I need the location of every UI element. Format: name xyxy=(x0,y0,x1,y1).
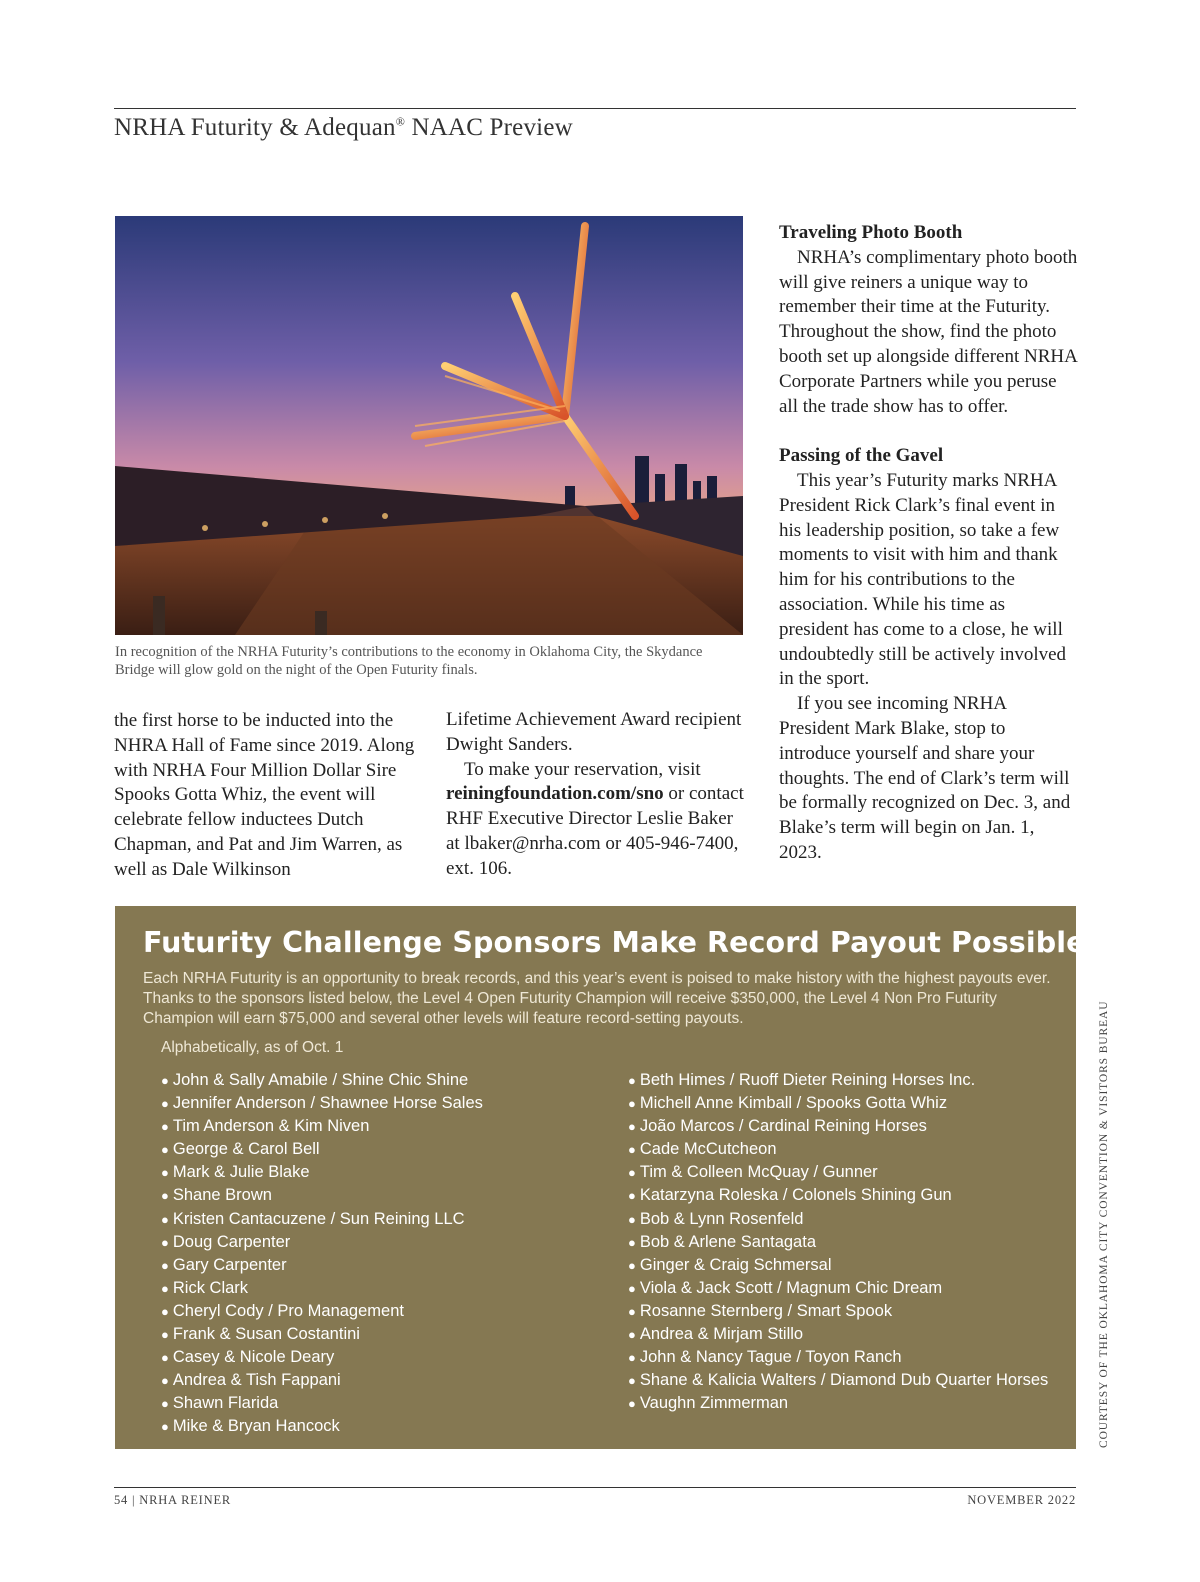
skydance-bridge-photo xyxy=(115,216,743,635)
sponsor-item: ● Frank & Susan Costantini xyxy=(161,1323,483,1346)
sponsor-item: ● Doug Carpenter xyxy=(161,1231,483,1254)
photo-caption: In recognition of the NRHA Futurity’s contributions to the economy in Oklahoma City, the Skydance Bridge will glow gold on the night of the Open Futurity finals. xyxy=(115,644,703,678)
sponsor-item: ● Katarzyna Roleska / Colonels Shining Gun xyxy=(628,1184,1048,1207)
sponsor-box-note: Alphabetically, as of Oct. 1 xyxy=(161,1039,344,1056)
photo-booth-body: NRHA’s complimentary photo booth will give reiners a unique way to remember their time at the Futurity. Throughout the show, find the photo booth set up alongside different NRHA Corporate Partners while you peruse all the trade show has to offer. xyxy=(779,246,1078,417)
sponsor-item: ● Tim & Colleen McQuay / Gunner xyxy=(628,1161,1048,1184)
gavel-body-2: If you see incoming NRHA President Mark Blake, stop to introduce yourself and share your thoughts. The end of Clark’s term will be formally recognized on Dec. 3, and Blake’s term will begin on Jan. 1, 2023. xyxy=(779,693,1071,863)
gavel-body: This year’s Futurity marks NRHA President Rick Clark’s final event in his leadership position, so take a few moments to visit with him and thank him for his contributions to the association. While his time as president has come to a close, he will undoubtedly still be actively involved in the sport. xyxy=(779,469,1067,690)
sponsor-item: ● Rick Clark xyxy=(161,1277,483,1300)
sponsor-item: ● Shawn Flarida xyxy=(161,1392,483,1415)
sponsor-box-intro: Each NRHA Futurity is an opportunity to break records, and this year’s event is poised to make history with the highest payouts ever. Thanks to the sponsors listed below, the Level 4 Open Futurity Champion will receive $350,000, the Level 4 Non Pro Futurity Champion will earn $75,000 and several other levels will feature record-setting payouts. xyxy=(143,970,1051,1027)
photo-booth-heading: Traveling Photo Booth xyxy=(779,222,963,243)
sponsor-item: ● Andrea & Mirjam Stillo xyxy=(628,1323,1048,1346)
sponsor-item: ● Viola & Jack Scott / Magnum Chic Dream xyxy=(628,1277,1048,1300)
sponsor-item: ● Ginger & Craig Schmersal xyxy=(628,1254,1048,1277)
sponsor-item: ● Vaughn Zimmerman xyxy=(628,1392,1048,1415)
sponsor-item: ● João Marcos / Cardinal Reining Horses xyxy=(628,1115,1048,1138)
sponsor-item: ● Mark & Julie Blake xyxy=(161,1161,483,1184)
sponsor-item: ● Shane & Kalicia Walters / Diamond Dub Quarter Horses xyxy=(628,1369,1048,1392)
left-column-text: the first horse to be inducted into the NHRA Hall of Fame since 2019. Along with NRHA Four Million Dollar Sire Spooks Gotta Whiz, the event will celebrate fellow inductees Dutch Chapman, and Pat and Jim Warren, as well as Dale Wilkinson xyxy=(114,710,415,880)
sponsor-item: ● Mike & Bryan Hancock xyxy=(161,1415,483,1438)
middle-column xyxy=(446,708,746,882)
photo-credit: COURTESY OF THE OKLAHOMA CITY CONVENTION & VISITORS BUREAU xyxy=(1098,1000,1110,1448)
sponsor-list-left xyxy=(161,1069,483,1439)
sponsor-item: ● John & Sally Amabile / Shine Chic Shine xyxy=(161,1069,483,1092)
sponsor-item: ● Jennifer Anderson / Shawnee Horse Sales xyxy=(161,1092,483,1115)
reservation-link[interactable]: reiningfoundation.com/sno xyxy=(446,783,664,805)
sponsor-item: ● Kristen Cantacuzene / Sun Reining LLC xyxy=(161,1208,483,1231)
sponsor-item: ● Cheryl Cody / Pro Management xyxy=(161,1300,483,1323)
sponsor-item: ● Casey & Nicole Deary xyxy=(161,1346,483,1369)
header-rule xyxy=(114,108,1076,109)
sponsor-list-right xyxy=(628,1069,1048,1415)
sponsor-item: ● Michell Anne Kimball / Spooks Gotta Whiz xyxy=(628,1092,1048,1115)
right-column xyxy=(779,221,1079,866)
section-title: NRHA Futurity & Adequan® NAAC Preview xyxy=(114,114,573,141)
footer-rule xyxy=(114,1487,1076,1488)
sponsor-item: ● Tim Anderson & Kim Niven xyxy=(161,1115,483,1138)
sponsor-item: ● Rosanne Sternberg / Smart Spook xyxy=(628,1300,1048,1323)
footer-page-info: 54 | NRHA REINER xyxy=(114,1493,232,1507)
footer-date: NOVEMBER 2022 xyxy=(967,1493,1076,1507)
middle-column-text-2: To make your reservation, visit reiningfoundation.com/sno or contact RHF Executive Director Leslie Baker at lbaker@nrha.com or 405-946-7400, ext. 106. xyxy=(446,758,744,879)
sponsor-box-title: Futurity Challenge Sponsors Make Record Payout Possible xyxy=(143,926,1086,959)
sponsor-item: ● Beth Himes / Ruoff Dieter Reining Horses Inc. xyxy=(628,1069,1048,1092)
sponsor-item: ● Gary Carpenter xyxy=(161,1254,483,1277)
sponsor-item: ● George & Carol Bell xyxy=(161,1138,483,1161)
sponsor-item: ● Bob & Arlene Santagata xyxy=(628,1231,1048,1254)
sponsor-item: ● Shane Brown xyxy=(161,1184,483,1207)
gavel-heading: Passing of the Gavel xyxy=(779,445,944,467)
sponsor-box xyxy=(115,906,1086,1449)
left-column xyxy=(114,709,424,883)
sponsor-item: ● Cade McCutcheon xyxy=(628,1138,1048,1161)
sponsor-item: ● John & Nancy Tague / Toyon Ranch xyxy=(628,1346,1048,1369)
sponsor-item: ● Andrea & Tish Fappani xyxy=(161,1369,483,1392)
middle-column-text-1: Lifetime Achievement Award recipient Dwight Sanders. xyxy=(446,709,742,755)
sponsor-item: ● Bob & Lynn Rosenfeld xyxy=(628,1208,1048,1231)
